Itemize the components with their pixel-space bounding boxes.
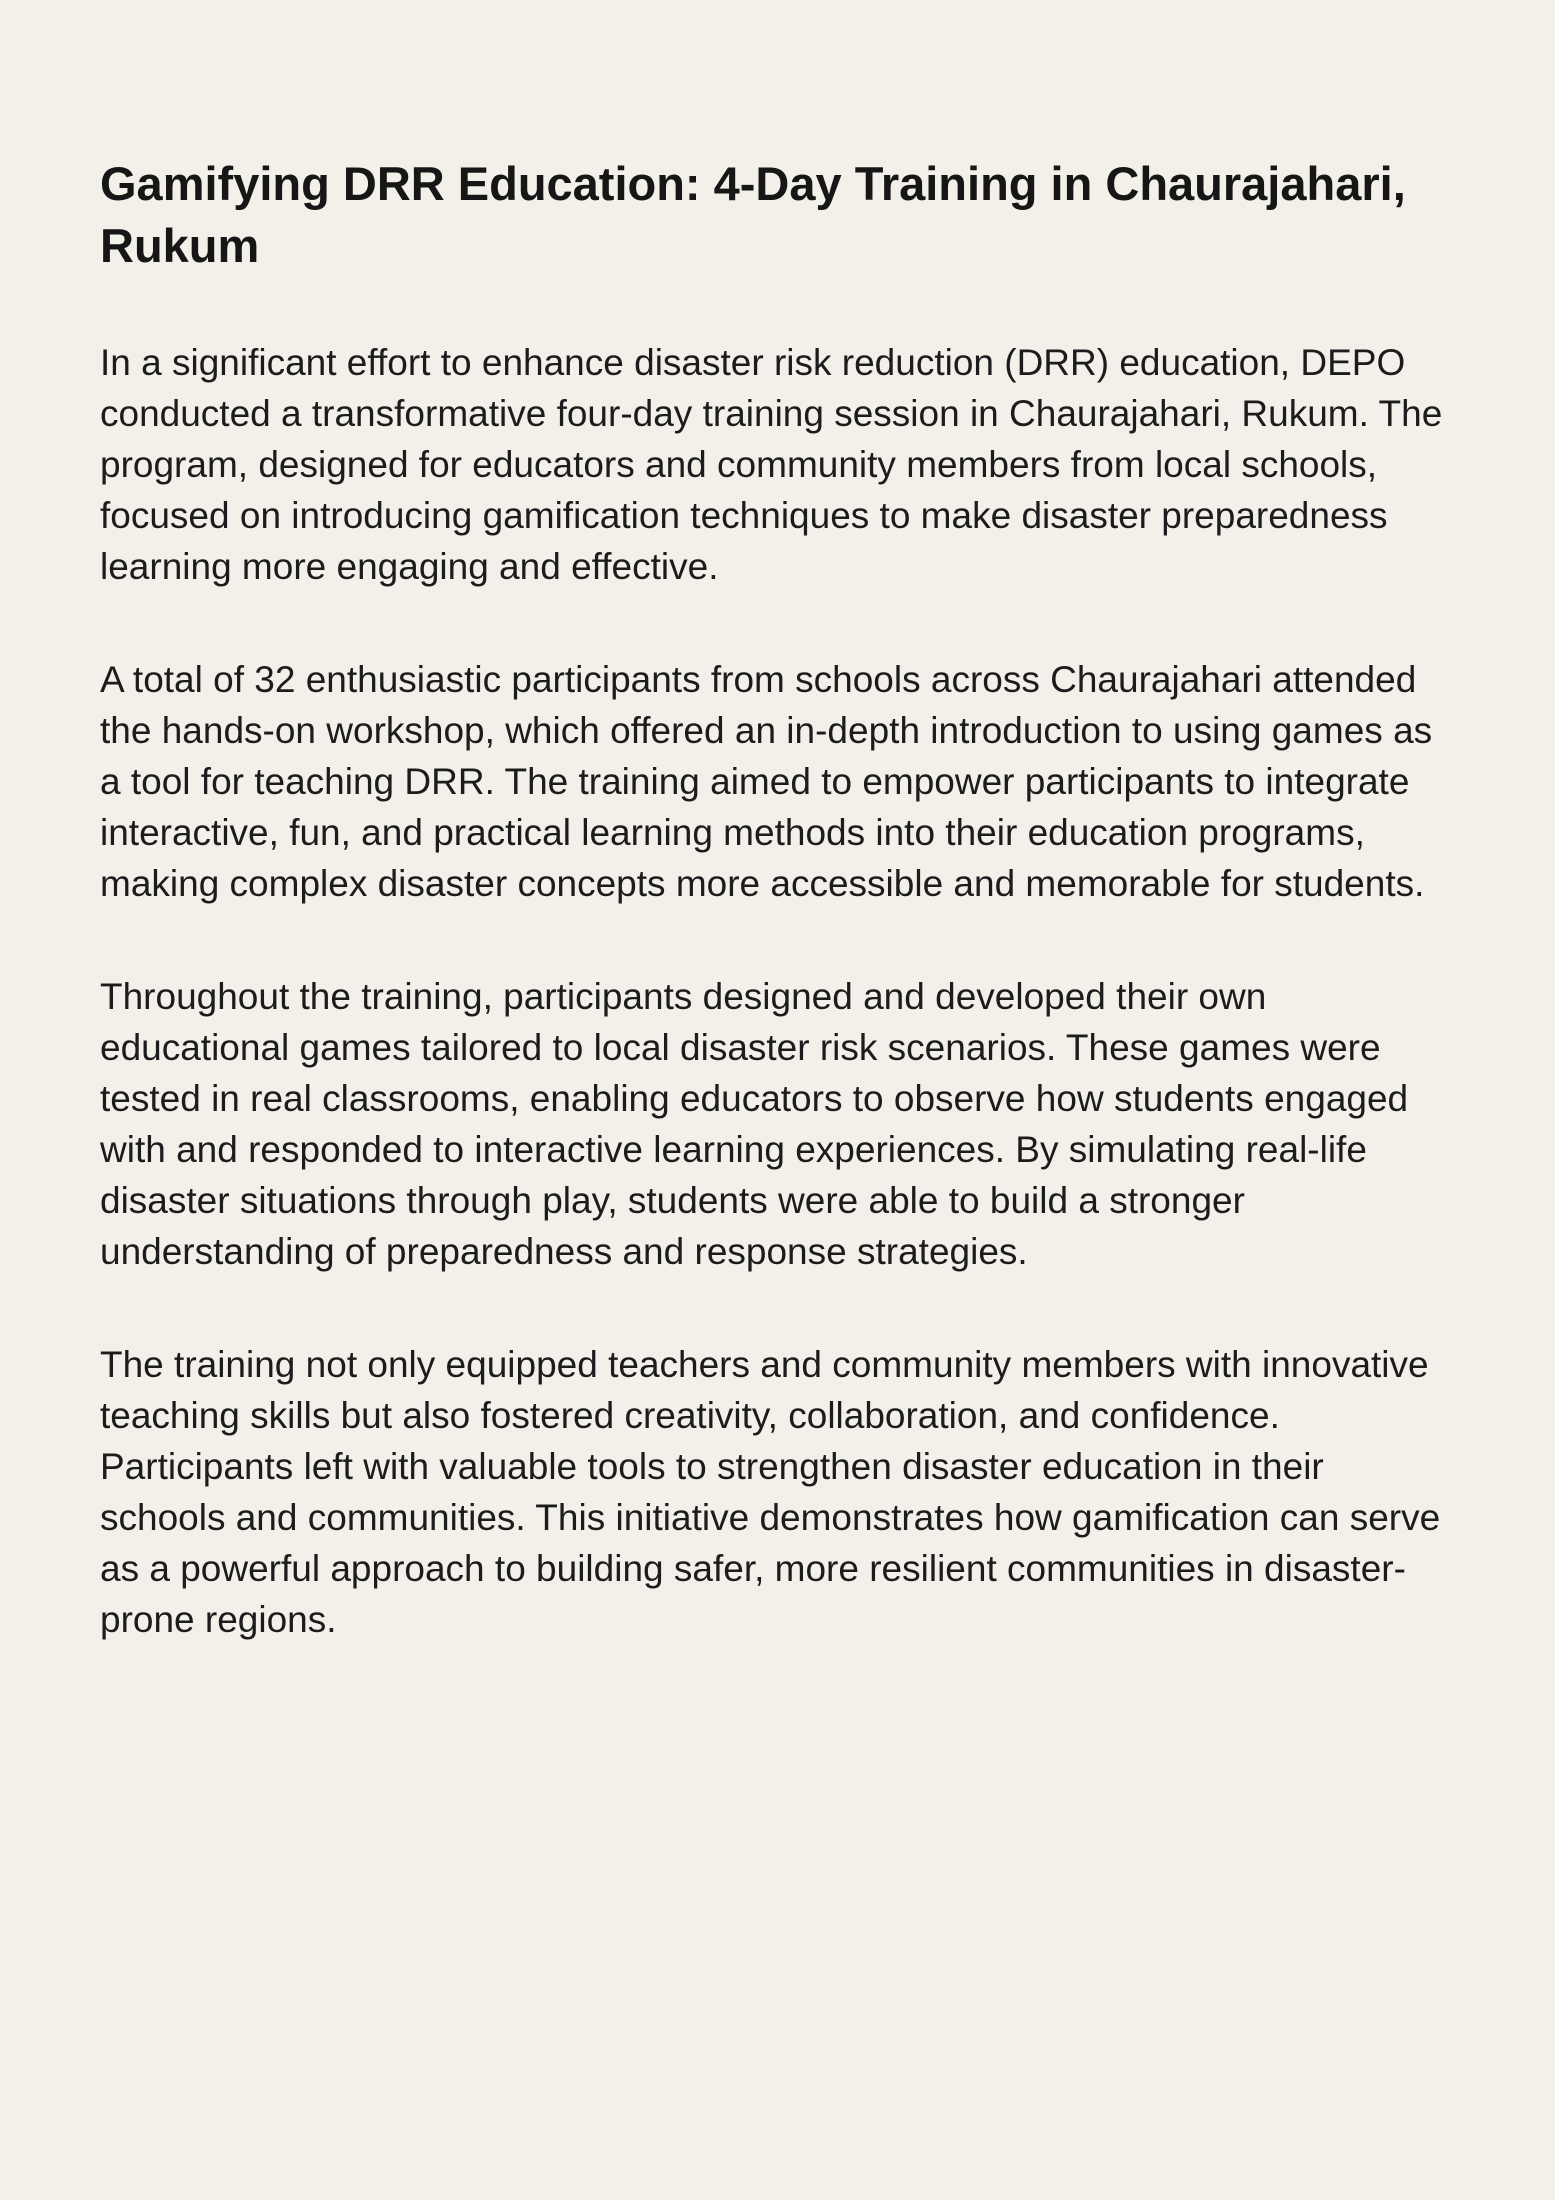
paragraph: Throughout the training, participants designed and developed their own educational games tailored to local disaster risk scenarios. These games were tested in real classrooms, enabling educators to observe how students engaged with and responded to interactive learning experiences. By simulating real-life disaster situations through play, students were able to build a stronger understanding of preparedness and response strategies. <box>100 976 1409 1272</box>
paragraph: The training not only equipped teachers and community members with innovative teaching skills but also fostered creativity, collaboration, and confidence. Participants left with valuable tools to strengthen disaster education in their schools and communities. This initiative demonstrates how gamification can serve as a powerful approach to building safer, more resilient communities in disaster-prone regions. <box>100 1344 1441 1640</box>
paragraph: A total of 32 enthusiastic participants from schools across Chaurajahari attended the hands-on workshop, which offered an in-depth introduction to using games as a tool for teaching DRR. The training aimed to empower participants to integrate interactive, fun, and practical learning methods into their education programs, making complex disaster concepts more accessible and memorable for students. <box>100 659 1433 904</box>
article-body <box>100 337 1455 1645</box>
article-title: Gamifying DRR Education: 4-Day Training in Chaurajahari, Rukum <box>100 157 1406 272</box>
paragraph: In a significant effort to enhance disaster risk reduction (DRR) education, DEPO conducted a transformative four-day training session in Chaurajahari, Rukum. The program, designed for educators and community members from local schools, focused on introducing gamification techniques to make disaster preparedness learning more engaging and effective. <box>100 342 1443 587</box>
